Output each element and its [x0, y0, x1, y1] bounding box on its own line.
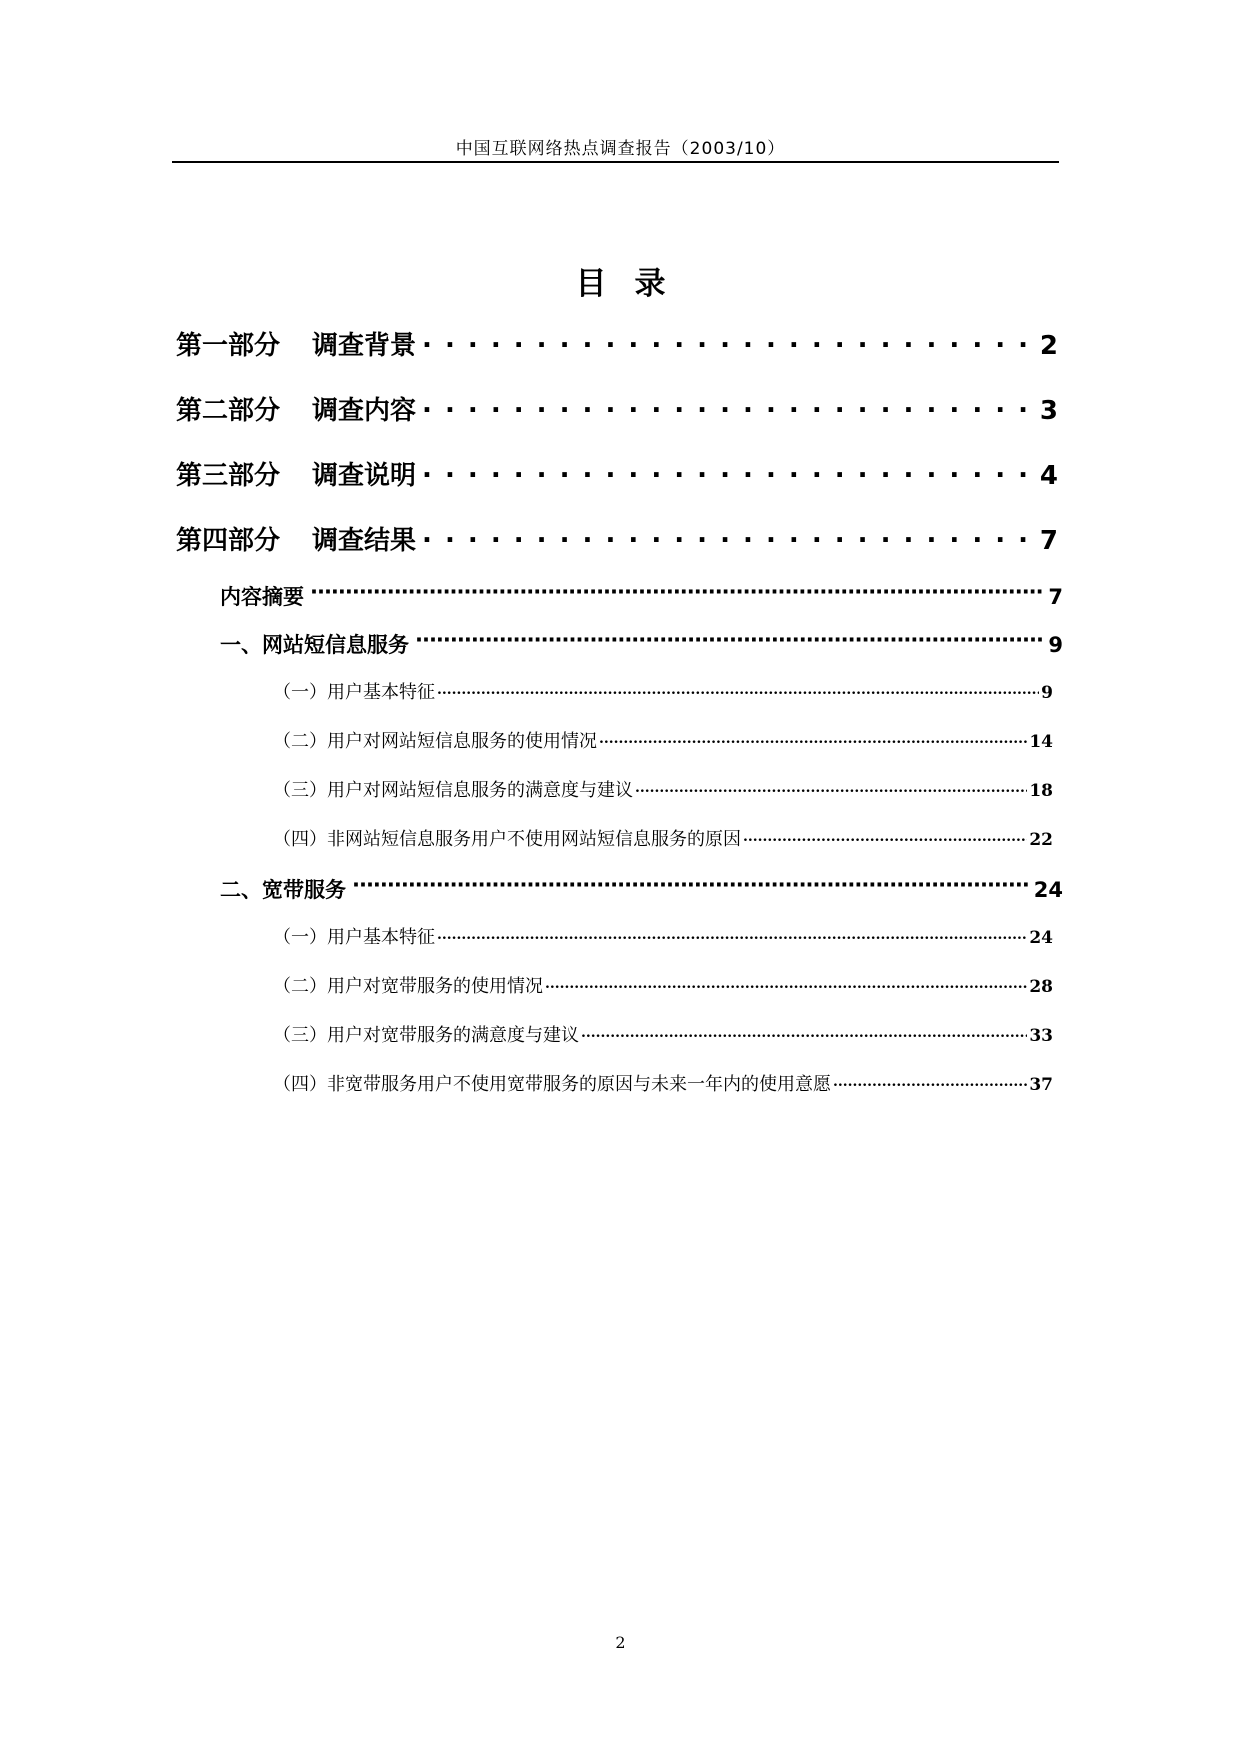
toc-page-number: 28 [1029, 977, 1053, 997]
dot-leader [635, 776, 1027, 796]
toc-page-number: 3 [1039, 396, 1058, 426]
dot-leader [599, 727, 1027, 747]
dot-leader [437, 678, 1039, 698]
dot-leader [352, 873, 1028, 897]
toc-page-number: 37 [1029, 1075, 1053, 1095]
dot-leader [437, 923, 1027, 943]
toc-subsection[interactable] [273, 825, 1053, 853]
toc-part-label: 第二部分 [176, 396, 281, 426]
dot-leader [422, 389, 1034, 419]
dot-leader [581, 1021, 1027, 1041]
toc-subsection[interactable] [273, 972, 1053, 1000]
dot-leader [422, 519, 1034, 549]
toc-page-number: 14 [1029, 732, 1053, 752]
toc-subsection-title: （三）用户对宽带服务的满意度与建议 [273, 1025, 579, 1046]
toc-section-title: 二、宽带服务 [220, 878, 346, 902]
toc-part-title: 调查说明 [312, 461, 417, 491]
toc-subsection-title: （二）用户对宽带服务的使用情况 [273, 976, 543, 997]
toc-part-label: 第三部分 [176, 461, 281, 491]
dot-leader [310, 580, 1042, 604]
toc-part-title: 调查内容 [312, 396, 417, 426]
toc-page-number: 18 [1029, 781, 1053, 801]
dot-leader [743, 825, 1027, 845]
dot-leader [415, 628, 1042, 652]
toc-subsection-title: （四）非网站短信息服务用户不使用网站短信息服务的原因 [273, 829, 741, 850]
toc-page-number: 2 [1039, 331, 1058, 361]
toc-section-title: 一、网站短信息服务 [220, 633, 409, 657]
header-rule [172, 161, 1059, 163]
toc-page-number: 24 [1029, 928, 1053, 948]
dot-leader [545, 972, 1027, 992]
toc-subsection-title: （一）用户基本特征 [273, 927, 435, 948]
toc-subsection[interactable] [273, 1021, 1053, 1049]
toc-page-number: 9 [1048, 633, 1063, 657]
toc-section-sms[interactable] [220, 628, 1063, 660]
toc-page-number: 22 [1029, 830, 1053, 850]
toc-title: 目录 [575, 266, 694, 302]
page-number: 2 [615, 1633, 626, 1652]
toc-page-number: 7 [1048, 585, 1063, 609]
toc-part-3[interactable] [176, 454, 1058, 494]
dot-leader [422, 454, 1034, 484]
toc-part-1[interactable] [176, 324, 1058, 364]
toc-subsection[interactable] [273, 678, 1053, 706]
toc-page-number: 24 [1033, 878, 1063, 902]
toc-subsection[interactable] [273, 727, 1053, 755]
toc-subsection-title: （四）非宽带服务用户不使用宽带服务的原因与未来一年内的使用意愿 [273, 1074, 831, 1095]
toc-subsection[interactable] [273, 923, 1053, 951]
toc-subsection-title: （二）用户对网站短信息服务的使用情况 [273, 731, 597, 752]
toc-section-summary[interactable] [220, 580, 1063, 612]
toc-part-title: 调查结果 [312, 526, 417, 556]
toc-part-label: 第四部分 [176, 526, 281, 556]
running-header: 中国互联网络热点调查报告（2003/10） [455, 139, 786, 159]
toc-part-4[interactable] [176, 519, 1058, 559]
toc-page-number: 33 [1029, 1026, 1053, 1046]
toc-subsection[interactable] [273, 1070, 1053, 1098]
toc-part-2[interactable] [176, 389, 1058, 429]
toc-page-number: 9 [1041, 683, 1053, 703]
toc-subsection-title: （三）用户对网站短信息服务的满意度与建议 [273, 780, 633, 801]
toc-part-label: 第一部分 [176, 331, 281, 361]
toc-page-number: 4 [1039, 461, 1058, 491]
toc-page-number: 7 [1039, 526, 1058, 556]
toc-part-title: 调查背景 [312, 331, 417, 361]
toc-section-title: 内容摘要 [220, 585, 304, 609]
dot-leader [833, 1070, 1027, 1090]
toc-subsection-title: （一）用户基本特征 [273, 682, 435, 703]
toc-subsection[interactable] [273, 776, 1053, 804]
toc-section-broadband[interactable] [220, 873, 1063, 905]
dot-leader [422, 324, 1034, 354]
